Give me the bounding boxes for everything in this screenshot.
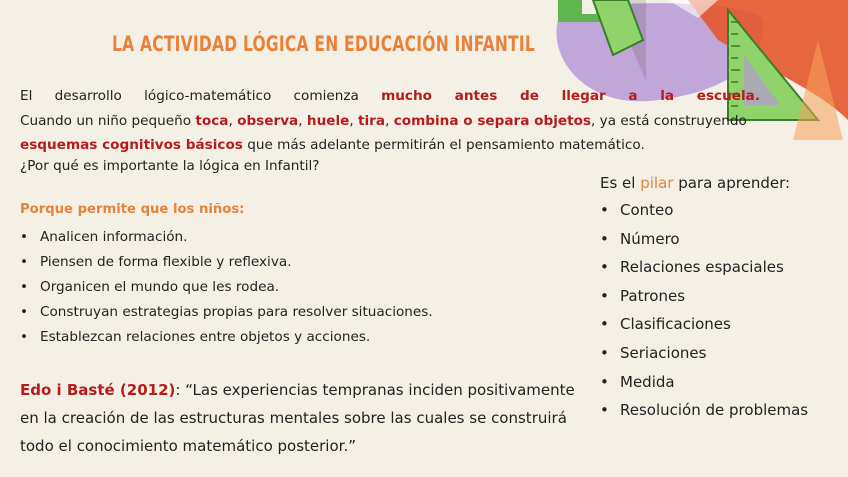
intro-paragraph bbox=[20, 84, 760, 158]
intro-highlight: tira bbox=[358, 112, 386, 129]
reasons-heading: Porque permite que los niños: bbox=[20, 202, 245, 217]
list-item: • Seriaciones bbox=[600, 339, 808, 368]
intro-text: Cuando un niño pequeño bbox=[20, 112, 196, 129]
list-item: • Patrones bbox=[600, 282, 808, 311]
quote-text: “Las experiencias tempranas inciden positivamente en la creación de las estructuras mentales sobre las cuales se construirá todo el conocimiento matemático posterior.” bbox=[20, 381, 575, 455]
intro-line-3 bbox=[20, 133, 760, 158]
pillar-heading-text: Es el bbox=[600, 174, 641, 192]
list-item: • Piensen de forma flexible y reflexiva. bbox=[20, 250, 433, 275]
intro-text: , bbox=[228, 112, 238, 129]
intro-highlight: toca bbox=[195, 112, 229, 129]
intro-highlight: esquemas cognitivos básicos bbox=[20, 137, 243, 153]
list-item: • Medida bbox=[600, 368, 808, 397]
citation-quote bbox=[20, 376, 580, 460]
list-item: • Número bbox=[600, 225, 808, 254]
list-item: • Relaciones espaciales bbox=[600, 253, 808, 282]
list-item: • Conteo bbox=[600, 196, 808, 225]
question-text: ¿Por qué es importante la lógica en Infantil? bbox=[20, 158, 320, 174]
intro-text: que más adelante permitirán el pensamiento matemático. bbox=[242, 137, 645, 153]
intro-line-2 bbox=[20, 109, 760, 134]
list-item: • Resolución de problemas bbox=[600, 396, 808, 425]
pillar-section bbox=[600, 174, 808, 425]
intro-text: , ya está construyendo bbox=[591, 112, 747, 129]
intro-text: , bbox=[349, 112, 359, 129]
list-item: • Construyan estrategias propias para resolver situaciones. bbox=[20, 300, 433, 325]
page-title: LA ACTIVIDAD LÓGICA EN EDUCACIÓN INFANTIL bbox=[112, 32, 536, 56]
list-item: • Analicen información. bbox=[20, 225, 433, 250]
intro-line-1 bbox=[20, 84, 760, 109]
quote-author: Edo i Basté (2012) bbox=[20, 381, 176, 399]
intro-highlight: observa bbox=[237, 112, 299, 129]
list-item: • Clasificaciones bbox=[600, 310, 808, 339]
pillar-heading bbox=[600, 174, 808, 192]
reasons-list bbox=[20, 225, 433, 350]
intro-text: El desarrollo lógico-matemático comienza bbox=[20, 88, 382, 104]
intro-text: , bbox=[385, 112, 394, 129]
intro-highlight: mucho antes de llegar a la escuela. bbox=[381, 88, 760, 104]
intro-highlight: huele bbox=[306, 112, 350, 129]
pillar-word: pilar bbox=[640, 174, 674, 192]
pillar-heading-text: para aprender: bbox=[673, 174, 791, 192]
intro-text: , bbox=[298, 112, 307, 129]
list-item: • Organicen el mundo que les rodea. bbox=[20, 275, 433, 300]
pillar-list bbox=[600, 196, 808, 425]
intro-highlight: combina o separa objetos bbox=[393, 112, 592, 129]
quote-colon: : bbox=[175, 381, 186, 399]
list-item: • Establezcan relaciones entre objetos y acciones. bbox=[20, 325, 433, 350]
